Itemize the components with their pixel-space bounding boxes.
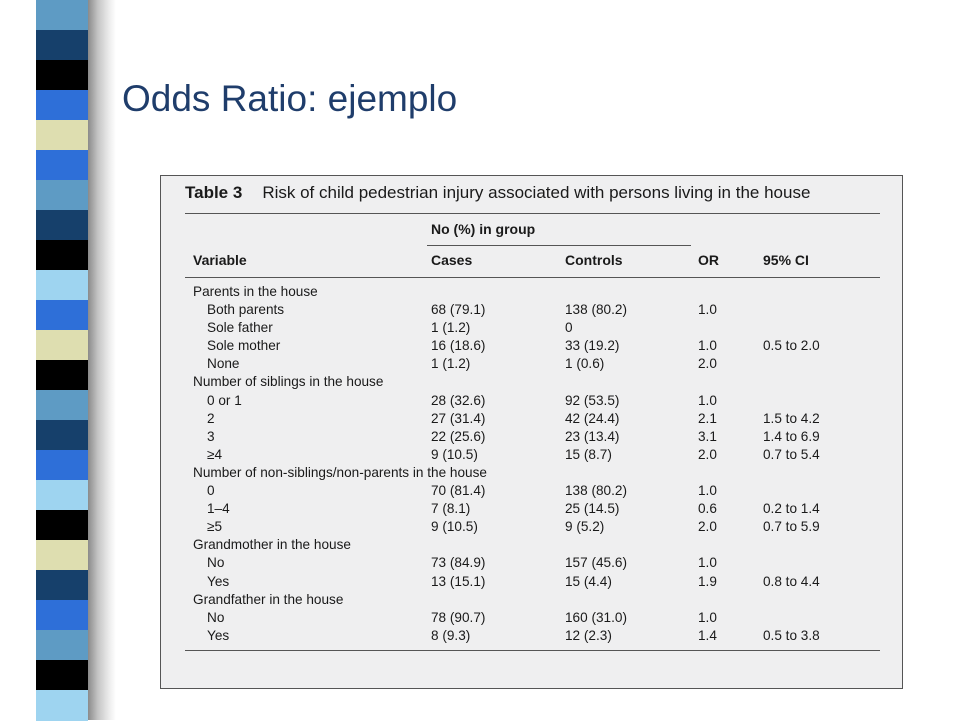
table-body — [185, 283, 885, 645]
cell-variable: Sole mother — [207, 338, 281, 354]
table-row — [185, 554, 885, 572]
cell-controls: 33 (19.2) — [565, 338, 620, 354]
cell-controls: 0 — [565, 320, 573, 336]
cell-or: 1.9 — [698, 573, 717, 589]
strip-square — [36, 630, 88, 661]
cell-cases: 27 (31.4) — [431, 410, 486, 426]
cell-variable: Number of non-siblings/non-parents in the house — [193, 464, 487, 480]
strip-square — [36, 330, 88, 361]
header-or: OR — [698, 252, 719, 268]
header-variable: Variable — [193, 252, 247, 268]
cell-ci: 1.5 to 4.2 — [763, 410, 820, 426]
cell-or: 2.0 — [698, 519, 717, 535]
cell-or: 2.1 — [698, 410, 717, 426]
table-row — [185, 573, 885, 591]
strip-square — [36, 660, 88, 691]
cell-or: 2.0 — [698, 356, 717, 372]
cell-cases: 70 (81.4) — [431, 483, 486, 499]
cell-ci: 0.5 to 3.8 — [763, 627, 820, 643]
cell-controls: 1 (0.6) — [565, 356, 605, 372]
table-row — [185, 319, 885, 337]
cell-controls: 42 (24.4) — [565, 410, 620, 426]
cell-controls: 92 (53.5) — [565, 392, 620, 408]
cell-cases: 68 (79.1) — [431, 302, 486, 318]
cell-ci: 0.7 to 5.9 — [763, 519, 820, 535]
cell-or: 1.0 — [698, 609, 717, 625]
cell-cases: 28 (32.6) — [431, 392, 486, 408]
header-controls: Controls — [565, 252, 623, 268]
cell-variable: 1–4 — [207, 501, 230, 517]
cell-cases: 1 (1.2) — [431, 356, 471, 372]
cell-cases: 7 (8.1) — [431, 501, 471, 517]
cell-or: 1.4 — [698, 627, 717, 643]
cell-or: 1.0 — [698, 483, 717, 499]
cell-controls: 15 (8.7) — [565, 446, 612, 462]
strip-square — [36, 90, 88, 121]
color-squares — [36, 0, 88, 720]
cell-cases: 22 (25.6) — [431, 428, 486, 444]
cell-variable: Yes — [207, 627, 230, 643]
cell-cases: 1 (1.2) — [431, 320, 471, 336]
strip-square — [36, 420, 88, 451]
strip-square — [36, 60, 88, 91]
strip-square — [36, 450, 88, 481]
table-figure — [160, 175, 903, 689]
cell-controls: 160 (31.0) — [565, 609, 627, 625]
strip-square — [36, 270, 88, 301]
table-row — [185, 410, 885, 428]
rule-group — [427, 245, 691, 246]
strip-square — [36, 690, 88, 721]
cell-controls: 23 (13.4) — [565, 428, 620, 444]
cell-or: 1.0 — [698, 555, 717, 571]
cell-variable: None — [207, 356, 240, 372]
cell-controls: 138 (80.2) — [565, 483, 627, 499]
header-group: No (%) in group — [431, 221, 536, 237]
table-row — [185, 446, 885, 464]
cell-variable: No — [207, 609, 225, 625]
cell-or: 2.0 — [698, 446, 717, 462]
cell-variable: ≥5 — [207, 519, 223, 535]
table-group-row — [185, 283, 885, 301]
header-ci: 95% CI — [763, 252, 809, 268]
table-row — [185, 609, 885, 627]
cell-ci: 1.4 to 6.9 — [763, 428, 820, 444]
table-row — [185, 337, 885, 355]
cell-controls: 157 (45.6) — [565, 555, 627, 571]
rule-bottom — [185, 650, 880, 651]
strip-shadow — [88, 0, 116, 720]
cell-or: 3.1 — [698, 428, 717, 444]
cell-variable: Grandfather in the house — [193, 591, 344, 607]
table-row — [185, 428, 885, 446]
cell-controls: 25 (14.5) — [565, 501, 620, 517]
strip-square — [36, 180, 88, 211]
slide-title: Odds Ratio: ejemplo — [122, 78, 458, 119]
cell-variable: ≥4 — [207, 446, 223, 462]
cell-cases: 13 (15.1) — [431, 573, 486, 589]
rule-header — [185, 277, 880, 278]
strip-square — [36, 390, 88, 421]
cell-variable: Yes — [207, 573, 230, 589]
strip-square — [36, 120, 88, 151]
cell-or: 1.0 — [698, 302, 717, 318]
cell-cases: 8 (9.3) — [431, 627, 471, 643]
cell-controls: 9 (5.2) — [565, 519, 605, 535]
table-group-row — [185, 536, 885, 554]
cell-cases: 9 (10.5) — [431, 519, 478, 535]
strip-square — [36, 300, 88, 331]
table-group-row — [185, 591, 885, 609]
cell-or: 1.0 — [698, 392, 717, 408]
cell-variable: No — [207, 555, 225, 571]
cell-variable: 0 or 1 — [207, 392, 242, 408]
table-row — [185, 355, 885, 373]
cell-variable: Sole father — [207, 320, 273, 336]
table-row — [185, 518, 885, 536]
cell-variable: Parents in the house — [193, 284, 318, 299]
decorative-strip — [0, 0, 118, 720]
strip-square — [36, 240, 88, 271]
table-heading — [185, 183, 884, 203]
strip-square — [36, 150, 88, 181]
strip-square — [36, 480, 88, 511]
strip-square — [36, 600, 88, 631]
table-row — [185, 500, 885, 518]
cell-variable: Number of siblings in the house — [193, 374, 384, 390]
cell-variable: Both parents — [207, 302, 285, 318]
table-group-row — [185, 373, 885, 391]
cell-or: 0.6 — [698, 501, 717, 517]
strip-square — [36, 210, 88, 241]
strip-square — [36, 570, 88, 601]
strip-square — [36, 30, 88, 61]
header-cases: Cases — [431, 252, 473, 268]
cell-cases: 9 (10.5) — [431, 446, 478, 462]
cell-variable: 0 — [207, 483, 215, 499]
cell-variable: Grandmother in the house — [193, 537, 351, 553]
cell-cases: 16 (18.6) — [431, 338, 486, 354]
strip-square — [36, 540, 88, 571]
cell-cases: 73 (84.9) — [431, 555, 486, 571]
table-row — [185, 392, 885, 410]
cell-ci: 0.2 to 1.4 — [763, 501, 820, 517]
table-caption: Risk of child pedestrian injury associated with persons living in the house — [262, 183, 811, 202]
cell-variable: 3 — [207, 428, 215, 444]
table-row — [185, 482, 885, 500]
cell-controls: 138 (80.2) — [565, 302, 627, 318]
cell-controls: 12 (2.3) — [565, 627, 612, 643]
table-row — [185, 301, 885, 319]
cell-ci: 0.7 to 5.4 — [763, 446, 820, 462]
cell-ci: 0.5 to 2.0 — [763, 338, 820, 354]
table-label: Table 3 — [185, 183, 243, 202]
table-row — [185, 627, 885, 645]
cell-variable: 2 — [207, 410, 215, 426]
cell-ci: 0.8 to 4.4 — [763, 573, 820, 589]
cell-cases: 78 (90.7) — [431, 609, 486, 625]
cell-or: 1.0 — [698, 338, 717, 354]
strip-square — [36, 510, 88, 541]
table-group-row — [185, 464, 885, 482]
strip-square — [36, 360, 88, 391]
rule-top — [185, 213, 880, 214]
strip-square — [36, 0, 88, 31]
cell-controls: 15 (4.4) — [565, 573, 612, 589]
